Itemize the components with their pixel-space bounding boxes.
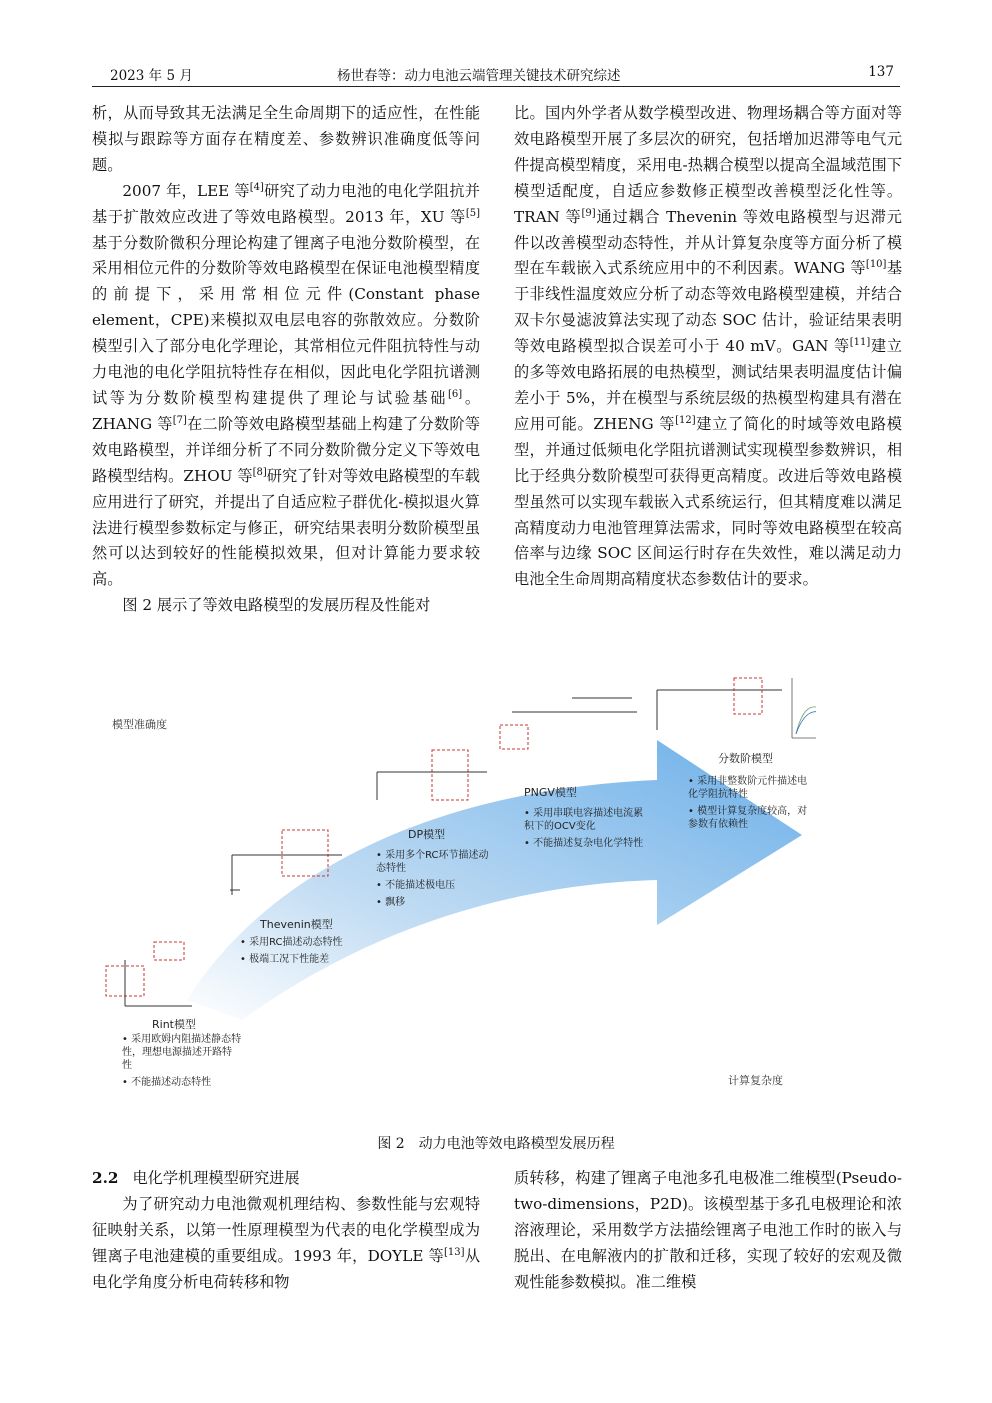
fractional-circuit [657, 678, 782, 730]
model-note: • 不能描述极电压 [376, 880, 456, 891]
x-axis-label: 计算复杂度 [728, 1074, 783, 1087]
right-column-top [514, 101, 902, 593]
model-note: 参数有依赖性 [688, 819, 748, 830]
paragraph: 质转移，构建了锂离子电池多孔电极准二维模型(Pseudo-two-dimensions，P2D)。该模型基于多孔电极理论和浓溶液理论，采用数学方法描绘锂离子电池工作时的嵌入与脱出、在电解液内的扩散和迁移，实现了较好的宏观及微观性能参数模拟。准二维模 [514, 1169, 902, 1291]
section-title: 电化学机理模型研究进展 [132, 1169, 300, 1187]
paragraph: 为了研究动力电池微观机理结构、参数性能与宏观特征映射关系，以第一性原理模型为代表的电化学模型成为锂离子电池建模的重要组成。1993 年，DOYLE 等[13]从电化学角度分析电荷转移和物 [92, 1195, 481, 1291]
figure-caption: 图 2 动力电池等效电路模型发展历程 [377, 1136, 615, 1152]
model-name: Thevenin模型 [260, 918, 333, 931]
left-column-top [92, 101, 480, 619]
paragraph: 比。国内外学者从数学模型改进、物理场耦合等方面对等效电路模型开展了多层次的研究，包括增加迟滞等电气元件提高模型精度，采用电-热耦合模型以提高全温域范围下模型适配度，自适应参数修正模型改善模型泛化性等。TRAN 等[9]通过耦合 Thevenin 等效电路模型与迟滞元件以改善模型动态特性，并从计算复杂度等方面分析了模型在车载嵌入式系统应用中的不利因素。WANG 等[10]基于非线性温度效应分析了动态等效电路模型建模，并结合双卡尔曼滤波算法实现了动态 SOC 估计，验证结果表明等效电路模型拟合误差可小于 40 mV。GAN 等[11]建立的多等效电路拓展的电热模型，测试结果表明温度估计偏差小于 5%，并在模型与系统层级的热模型构建具有潜在应用可能。ZHENG 等[12]建立了简化的时域等效电路模型，并通过低频电化学阻抗谱测试实现模型参数辨识，相比于经典分数阶模型可获得更高精度。改进后等效电路模型虽然可以实现车载嵌入式系统运行，但其精度难以满足高精度动力电池管理算法需求，同时等效电路模型在较高倍率与边缘 SOC 区间运行时存在失效性，难以满足动力电池全生命周期高精度状态参数估计的要求。 [514, 104, 903, 589]
model-note: • 采用RC描述动态特性 [240, 937, 343, 948]
model-note: 化学阻抗特性 [688, 789, 748, 800]
model-note: • 采用串联电容描述电流累 [524, 808, 644, 819]
paragraph: 2007 年，LEE 等[4]研究了动力电池的电化学阻抗并基于扩散效应改进了等效电路模型。2013 年，XU 等[5]基于分数阶微积分理论构建了锂离子电池分数阶模型，在采用相位元件的分数阶等效电路模型在保证电池模型精度的前提下，采用常相位元件(Constant phase element，CPE)来模拟双电层电容的弥散效应。分数阶模型引入了部分电化学理论，其常相位元件阻抗特性与动力电池的电化学阻抗特性存在相似，因此电化学阻抗谱测试等为分数阶模型构建提供了理论与试验基础[6]。ZHANG 等[7]在二阶等效电路模型基础上构建了分数阶等效电路模型，并详细分析了不同分数阶微分定义下等效电路模型结构。ZHOU 等[8]研究了针对等效电路模型的车载应用进行了研究，并提出了自适应粒子群优化-模拟退火算法进行模型参数标定与修正，研究结果表明分数阶模型虽然可以达到较好的性能模拟效果，但对计算能力要求较高。 [92, 181, 481, 589]
model-note: 积下的OCV变化 [524, 821, 596, 832]
right-column-bottom [514, 1166, 902, 1296]
dp-circuit [377, 750, 487, 800]
model-name: 分数阶模型 [718, 752, 773, 765]
model-name: PNGV模型 [524, 786, 577, 799]
section-heading [92, 1166, 480, 1192]
pngv-circuit [500, 698, 637, 749]
model-note: 态特性 [376, 863, 406, 874]
rint-circuit [106, 942, 192, 1006]
model-note: 性 [122, 1060, 132, 1071]
model-note: • 采用非整数阶元件描述电 [688, 776, 808, 787]
figure-2 [92, 670, 816, 1122]
section-number: 2.2 [92, 1169, 119, 1187]
model-note: • 采用欧姆内阻描述静态特 [122, 1034, 242, 1045]
y-axis-label: 模型准确度 [112, 718, 167, 731]
model-note: • 飘移 [376, 897, 406, 908]
model-note: • 不能描述复杂电化学特性 [524, 838, 644, 849]
model-note: • 采用多个RC环节描述动 [376, 850, 489, 861]
model-note: 性，理想电源描述开路特 [122, 1047, 232, 1058]
page-header [92, 62, 900, 87]
header-title: 杨世春等：动力电池云端管理关键技术研究综述 [337, 68, 621, 84]
model-name: DP模型 [408, 828, 446, 841]
header-date: 2023 年 5 月 [110, 68, 193, 84]
paragraph: 图 2 展示了等效电路模型的发展历程及性能对 [122, 596, 431, 615]
paragraph: 析，从而导致其无法满足全生命周期下的适应性，在性能模拟与跟踪等方面存在精度差、参数辨识准确度低等问题。 [92, 104, 480, 174]
model-note: • 极端工况下性能差 [240, 954, 330, 965]
impedance-inset [786, 676, 816, 742]
model-name: Rint模型 [152, 1018, 196, 1031]
model-note: • 不能描述动态特性 [122, 1077, 212, 1088]
model-note: • 模型计算复杂度较高，对 [688, 806, 808, 817]
header-page-number: 137 [868, 64, 894, 80]
left-column-bottom [92, 1192, 480, 1296]
